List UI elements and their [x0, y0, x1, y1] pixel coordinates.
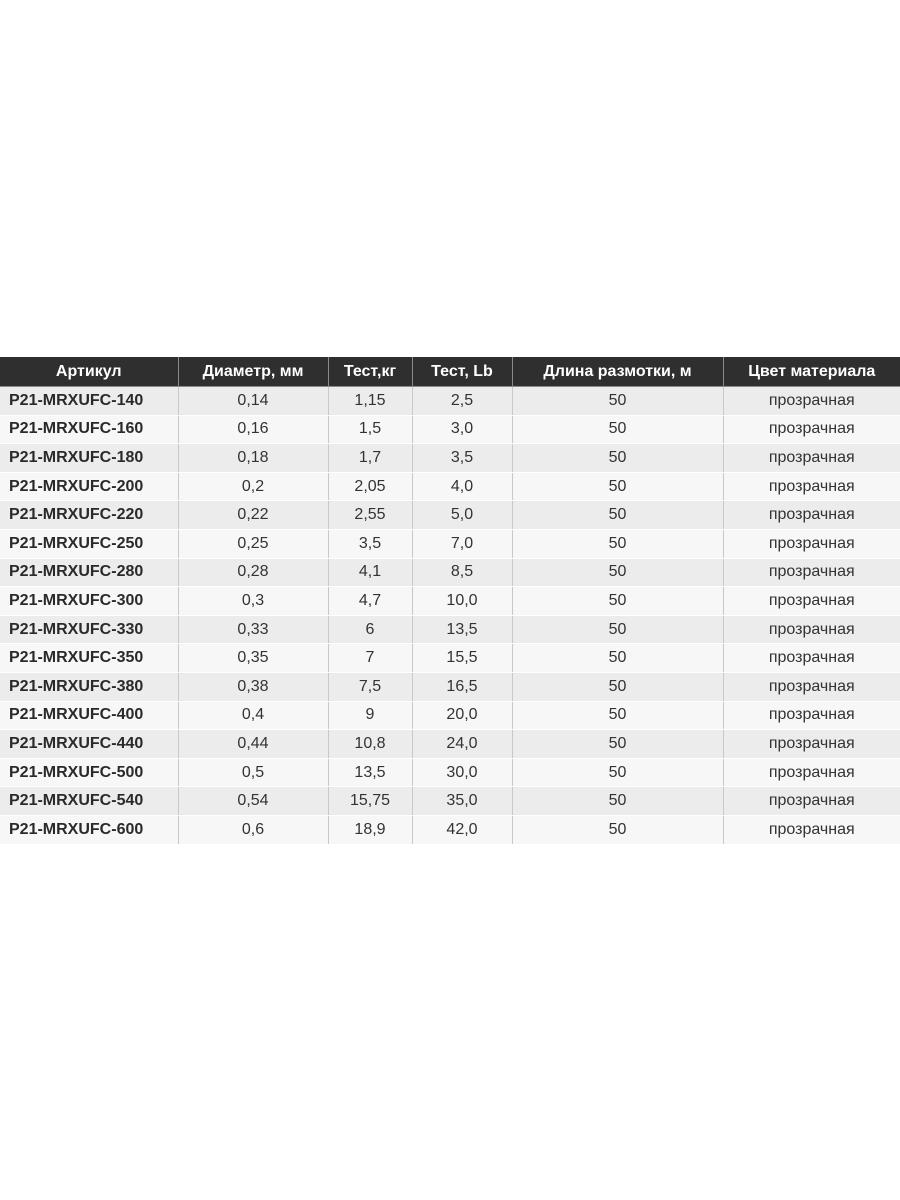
table-row: [0, 644, 900, 673]
table-row: [0, 472, 900, 501]
cell-test-kg: 4,1: [328, 558, 412, 587]
cell-test-lb: 4,0: [412, 472, 512, 501]
cell-article: P21-MRXUFC-600: [0, 815, 178, 844]
cell-spool-length: 50: [512, 815, 723, 844]
cell-article: P21-MRXUFC-300: [0, 587, 178, 616]
cell-article: P21-MRXUFC-250: [0, 529, 178, 558]
cell-test-kg: 15,75: [328, 787, 412, 816]
cell-spool-length: 50: [512, 758, 723, 787]
table-row: [0, 615, 900, 644]
cell-test-lb: 24,0: [412, 730, 512, 759]
cell-diameter: 0,25: [178, 529, 328, 558]
table-row: [0, 415, 900, 444]
cell-test-lb: 35,0: [412, 787, 512, 816]
header-color: Цвет материала: [723, 357, 900, 387]
cell-spool-length: 50: [512, 415, 723, 444]
header-row: [0, 357, 900, 387]
table-row: [0, 758, 900, 787]
cell-test-kg: 2,05: [328, 472, 412, 501]
spec-table-container: [0, 357, 900, 845]
cell-article: P21-MRXUFC-400: [0, 701, 178, 730]
cell-test-kg: 1,15: [328, 387, 412, 416]
cell-color: прозрачная: [723, 758, 900, 787]
cell-test-kg: 6: [328, 615, 412, 644]
header-spool-length: Длина размотки, м: [512, 357, 723, 387]
cell-color: прозрачная: [723, 701, 900, 730]
cell-test-kg: 1,5: [328, 415, 412, 444]
table-row: [0, 444, 900, 473]
cell-test-lb: 3,0: [412, 415, 512, 444]
cell-color: прозрачная: [723, 615, 900, 644]
cell-article: P21-MRXUFC-330: [0, 615, 178, 644]
table-header: [0, 357, 900, 387]
cell-test-kg: 9: [328, 701, 412, 730]
cell-diameter: 0,3: [178, 587, 328, 616]
table-row: [0, 815, 900, 844]
cell-color: прозрачная: [723, 529, 900, 558]
cell-test-lb: 13,5: [412, 615, 512, 644]
cell-test-lb: 3,5: [412, 444, 512, 473]
cell-spool-length: 50: [512, 444, 723, 473]
cell-diameter: 0,6: [178, 815, 328, 844]
cell-color: прозрачная: [723, 672, 900, 701]
table-body: [0, 387, 900, 845]
spec-table: [0, 357, 900, 845]
cell-test-lb: 16,5: [412, 672, 512, 701]
cell-diameter: 0,14: [178, 387, 328, 416]
cell-color: прозрачная: [723, 587, 900, 616]
cell-diameter: 0,4: [178, 701, 328, 730]
cell-spool-length: 50: [512, 472, 723, 501]
header-test-kg: Тест,кг: [328, 357, 412, 387]
cell-spool-length: 50: [512, 587, 723, 616]
cell-test-lb: 20,0: [412, 701, 512, 730]
cell-color: прозрачная: [723, 415, 900, 444]
cell-diameter: 0,44: [178, 730, 328, 759]
table-row: [0, 701, 900, 730]
cell-article: P21-MRXUFC-280: [0, 558, 178, 587]
cell-color: прозрачная: [723, 815, 900, 844]
cell-article: P21-MRXUFC-350: [0, 644, 178, 673]
cell-test-lb: 5,0: [412, 501, 512, 530]
table-row: [0, 558, 900, 587]
cell-article: P21-MRXUFC-180: [0, 444, 178, 473]
cell-color: прозрачная: [723, 472, 900, 501]
cell-color: прозрачная: [723, 787, 900, 816]
cell-spool-length: 50: [512, 701, 723, 730]
cell-test-lb: 2,5: [412, 387, 512, 416]
cell-test-lb: 15,5: [412, 644, 512, 673]
cell-article: P21-MRXUFC-160: [0, 415, 178, 444]
cell-diameter: 0,28: [178, 558, 328, 587]
cell-color: прозрачная: [723, 387, 900, 416]
cell-diameter: 0,16: [178, 415, 328, 444]
cell-test-kg: 13,5: [328, 758, 412, 787]
cell-test-kg: 7: [328, 644, 412, 673]
cell-diameter: 0,22: [178, 501, 328, 530]
table-row: [0, 387, 900, 416]
cell-article: P21-MRXUFC-540: [0, 787, 178, 816]
cell-diameter: 0,18: [178, 444, 328, 473]
cell-color: прозрачная: [723, 644, 900, 673]
cell-color: прозрачная: [723, 444, 900, 473]
cell-test-kg: 7,5: [328, 672, 412, 701]
cell-color: прозрачная: [723, 501, 900, 530]
cell-test-lb: 8,5: [412, 558, 512, 587]
cell-diameter: 0,35: [178, 644, 328, 673]
cell-test-lb: 10,0: [412, 587, 512, 616]
cell-test-kg: 3,5: [328, 529, 412, 558]
cell-spool-length: 50: [512, 529, 723, 558]
cell-spool-length: 50: [512, 672, 723, 701]
table-row: [0, 672, 900, 701]
table-row: [0, 730, 900, 759]
cell-test-kg: 4,7: [328, 587, 412, 616]
cell-test-kg: 2,55: [328, 501, 412, 530]
cell-color: прозрачная: [723, 730, 900, 759]
cell-spool-length: 50: [512, 501, 723, 530]
cell-diameter: 0,5: [178, 758, 328, 787]
cell-article: P21-MRXUFC-140: [0, 387, 178, 416]
header-diameter: Диаметр, мм: [178, 357, 328, 387]
cell-diameter: 0,54: [178, 787, 328, 816]
cell-spool-length: 50: [512, 787, 723, 816]
cell-spool-length: 50: [512, 730, 723, 759]
cell-test-kg: 1,7: [328, 444, 412, 473]
header-test-lb: Тест, Lb: [412, 357, 512, 387]
cell-color: прозрачная: [723, 558, 900, 587]
cell-test-kg: 18,9: [328, 815, 412, 844]
cell-spool-length: 50: [512, 615, 723, 644]
cell-diameter: 0,38: [178, 672, 328, 701]
cell-article: P21-MRXUFC-500: [0, 758, 178, 787]
cell-spool-length: 50: [512, 644, 723, 673]
cell-article: P21-MRXUFC-220: [0, 501, 178, 530]
cell-spool-length: 50: [512, 387, 723, 416]
cell-diameter: 0,33: [178, 615, 328, 644]
table-row: [0, 529, 900, 558]
table-row: [0, 787, 900, 816]
cell-article: P21-MRXUFC-200: [0, 472, 178, 501]
header-article: Артикул: [0, 357, 178, 387]
cell-article: P21-MRXUFC-440: [0, 730, 178, 759]
cell-diameter: 0,2: [178, 472, 328, 501]
table-row: [0, 501, 900, 530]
cell-test-lb: 30,0: [412, 758, 512, 787]
cell-spool-length: 50: [512, 558, 723, 587]
cell-test-lb: 7,0: [412, 529, 512, 558]
table-row: [0, 587, 900, 616]
cell-article: P21-MRXUFC-380: [0, 672, 178, 701]
cell-test-kg: 10,8: [328, 730, 412, 759]
cell-test-lb: 42,0: [412, 815, 512, 844]
